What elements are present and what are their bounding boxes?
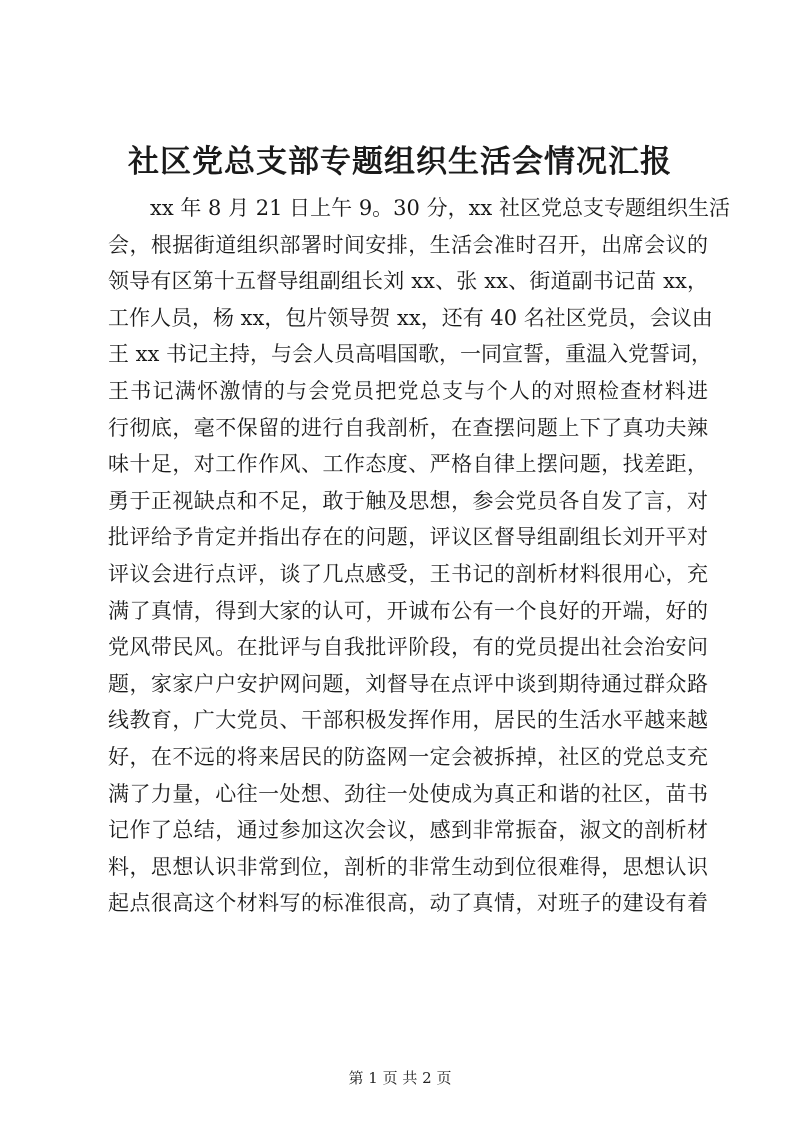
body-line: 领导有区第十五督导组副组长刘 xx、张 xx、街道副书记苗 xx，: [108, 269, 708, 294]
body-line: 王书记满怀激情的与会党员把党总支与个人的对照检查材料进: [108, 378, 708, 403]
body-line: 行彻底，毫不保留的进行自我剖析，在查摆问题上下了真功夫辣: [108, 415, 708, 440]
document-body: [108, 190, 730, 922]
body-line: 起点很高这个材料写的标准很高，动了真情，对班子的建设有着: [108, 891, 708, 916]
body-line: 满了力量，心往一处想、劲往一处使成为真正和谐的社区，苗书: [108, 781, 708, 806]
body-line: 工作人员，杨 xx，包片领导贺 xx，还有 40 名社区党员，会议由: [108, 305, 713, 330]
body-line: 会，根据街道组织部署时间安排，生活会准时召开，出席会议的: [108, 232, 708, 257]
body-line: 味十足，对工作作风、工作态度、严格自律上摆问题，找差距，: [108, 452, 708, 477]
body-line: 记作了总结，通过参加这次会议，感到非常振奋，淑文的剖析材: [108, 818, 708, 843]
body-line: xx 年 8 月 21 日上午 9。30 分，xx 社区党总支专题组织生活: [150, 196, 730, 220]
document-title: 社区党总支部专题组织生活会情况汇报: [128, 144, 672, 180]
body-line: 评议会进行点评，谈了几点感受，王书记的剖析材料很用心，充: [108, 561, 708, 586]
body-line: 批评给予肯定并指出存在的问题，评议区督导组副组长刘开平对: [108, 525, 708, 550]
page-number: 第 1 页 共 2 页: [348, 1069, 452, 1087]
body-line: 满了真情，得到大家的认可，开诚布公有一个良好的开端，好的: [108, 598, 708, 623]
body-line: 勇于正视缺点和不足，敢于触及思想，参会党员各自发了言，对: [108, 488, 708, 513]
body-line: 题，家家户户安护网问题，刘督导在点评中谈到期待通过群众路: [108, 671, 708, 696]
body-line: 党风带民风。在批评与自我批评阶段，有的党员提出社会治安问: [108, 635, 708, 660]
body-line: 线教育，广大党员、干部积极发挥作用，居民的生活水平越来越: [108, 708, 708, 733]
body-line: 料，思想认识非常到位，剖析的非常生动到位很难得，思想认识: [108, 854, 708, 879]
body-line: 王 xx 书记主持，与会人员高唱国歌，一同宣誓，重温入党誓词，: [108, 342, 713, 367]
body-line: 好，在不远的将来居民的防盗网一定会被拆掉，社区的党总支充: [108, 744, 708, 769]
